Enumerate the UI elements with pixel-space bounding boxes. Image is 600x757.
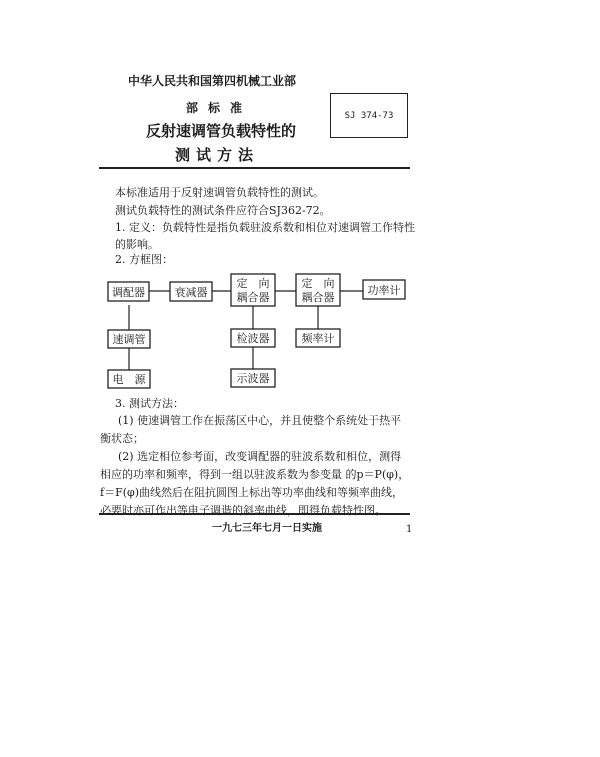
power-supply-label: 电 源 xyxy=(112,373,146,386)
wavemeter-label: 频率计 xyxy=(301,332,335,345)
method-step-1: (1) 使速调管工作在振荡区中心，并且使整个系统处于热平衡状态； xyxy=(100,414,402,445)
coupler1-label-line2: 耦合器 xyxy=(236,291,270,304)
attenuator-label: 衰减器 xyxy=(174,286,208,299)
klystron-label: 速调管 xyxy=(112,333,146,346)
ministry-name: 中华人民共和国第四机械工业部 xyxy=(128,74,297,88)
oscilloscope-label: 示波器 xyxy=(236,372,270,385)
intro-paragraph: 本标准适用于反射速调管负载特性的测试。 xyxy=(115,186,324,199)
effective-date: 一九七三年七月一日实施 xyxy=(212,523,322,534)
conditions-paragraph: 测试负载特性的测试条件应符合SJ362-72。 xyxy=(115,204,331,217)
bottom-rule xyxy=(99,513,410,515)
method-heading: 3. 测试方法： xyxy=(115,397,184,410)
method-step-2: (2) 选定相位参考面，改变调配器的驻波系数和相位，测得相应的功率和频率，得到一组以驻波系数为参变量 的p＝P(φ)，f＝F(φ)曲线然后在阻抗圆图上标出等功率曲线和等频率曲线，必要时亦可作出等电子调谐的斜率曲线，即得负载特性图。 xyxy=(100,450,410,517)
coupler1-label-line1: 定 向 xyxy=(236,277,270,290)
diagram-heading: 2. 方框图： xyxy=(115,253,173,266)
definition-paragraph: 1. 定义：负载特性是指负载驻波系数和相位对速调管工作特性的影响。 xyxy=(115,221,415,251)
page-number: 1 xyxy=(406,524,413,535)
document-subtitle: 测试方法 xyxy=(175,146,260,164)
standard-code: SJ 374-73 xyxy=(344,110,394,121)
tuner-label: 调配器 xyxy=(112,286,145,299)
power-meter-label: 功率计 xyxy=(367,284,401,297)
coupler2-label-line1: 定 向 xyxy=(301,277,335,290)
detector-label: 检波器 xyxy=(236,332,270,345)
document-title: 反射速调管负载特性的 xyxy=(146,122,297,140)
coupler2-label-line2: 耦合器 xyxy=(301,291,335,304)
standard-category: 部标准 xyxy=(186,101,253,115)
